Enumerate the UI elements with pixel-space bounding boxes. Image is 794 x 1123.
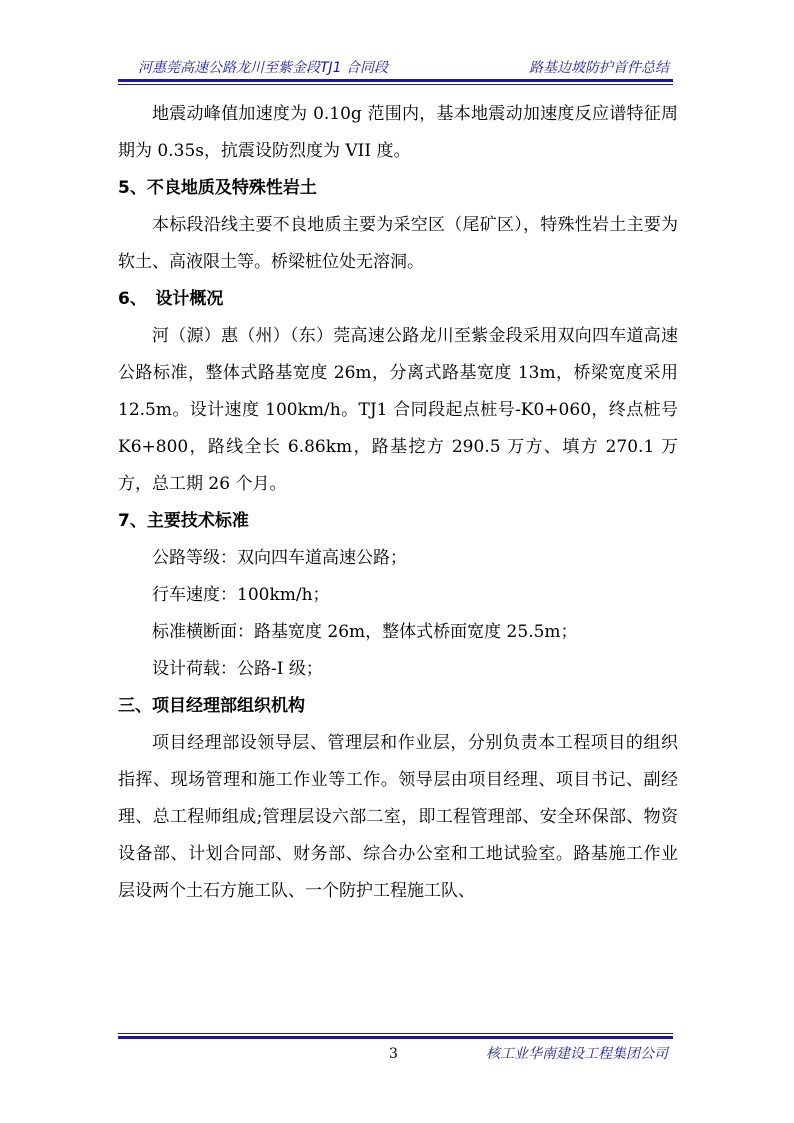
heading-geology: 5、不良地质及特殊性岩土 xyxy=(118,178,317,198)
document-body xyxy=(118,96,678,910)
paragraph-seismic: 地震动峰值加速度为 0.10g 范围内，基本地震动加速度反应谱特征周期为 0.35s，抗震设防烈度为 VII 度。 xyxy=(118,104,678,161)
heading-organization: 三、项目经理部组织机构 xyxy=(118,696,305,716)
page-header xyxy=(118,55,673,79)
list-item: 行车速度：100km/h； xyxy=(152,585,330,605)
footer-rule-thin xyxy=(118,1033,673,1034)
paragraph-geology: 本标段沿线主要不良地质主要为采空区（尾矿区），特殊性岩土主要为软土、高液限土等。桥梁桩位处无溶洞。 xyxy=(118,215,678,272)
header-project-title: 河惠莞高速公路龙川至紫金段TJ1 合同段 xyxy=(138,60,389,76)
heading-design-overview: 6、 设计概况 xyxy=(118,289,224,309)
header-rule-thin xyxy=(118,84,673,85)
list-item: 设计荷载：公路-I 级； xyxy=(152,659,323,679)
footer-company-name: 核工业华南建设工程集团公司 xyxy=(486,1046,668,1062)
list-item: 标准横断面：路基宽度 26m，整体式桥面宽度 25.5m； xyxy=(152,622,578,642)
heading-technical-standards: 7、主要技术标准 xyxy=(118,511,249,531)
paragraph-organization: 项目经理部设领导层、管理层和作业层，分别负责本工程项目的组织指挥、现场管理和施工作业等工作。领导层由项目经理、项目书记、副经理、总工程师组成;管理层设六部二室，即工程管理部、安全环保部、物资设备部、计划合同部、财务部、综合办公室和工地试验室。路基施工作业层设两个土石方施工队、一个防护工程施工队、 xyxy=(118,733,678,901)
paragraph-design-overview: 河（源）惠（州）（东）莞高速公路龙川至紫金段采用双向四车道高速公路标准，整体式路基宽度 26m，分离式路基宽度 13m，桥梁宽度采用 12.5m。设计速度 100km/h。TJ1 合同段起点桩号-K0+060，终点桩号 K6+800，路线全长 6.86km，路基挖方 290.5 万方、填方 270.1 万方，总工期 26 个月。 xyxy=(118,326,678,494)
header-rule-thick xyxy=(118,79,673,82)
page-number: 3 xyxy=(389,1046,398,1062)
list-item: 公路等级：双向四车道高速公路； xyxy=(152,548,407,568)
footer-rule-thick xyxy=(118,1036,673,1039)
header-document-title: 路基边坡防护首件总结 xyxy=(529,60,669,76)
